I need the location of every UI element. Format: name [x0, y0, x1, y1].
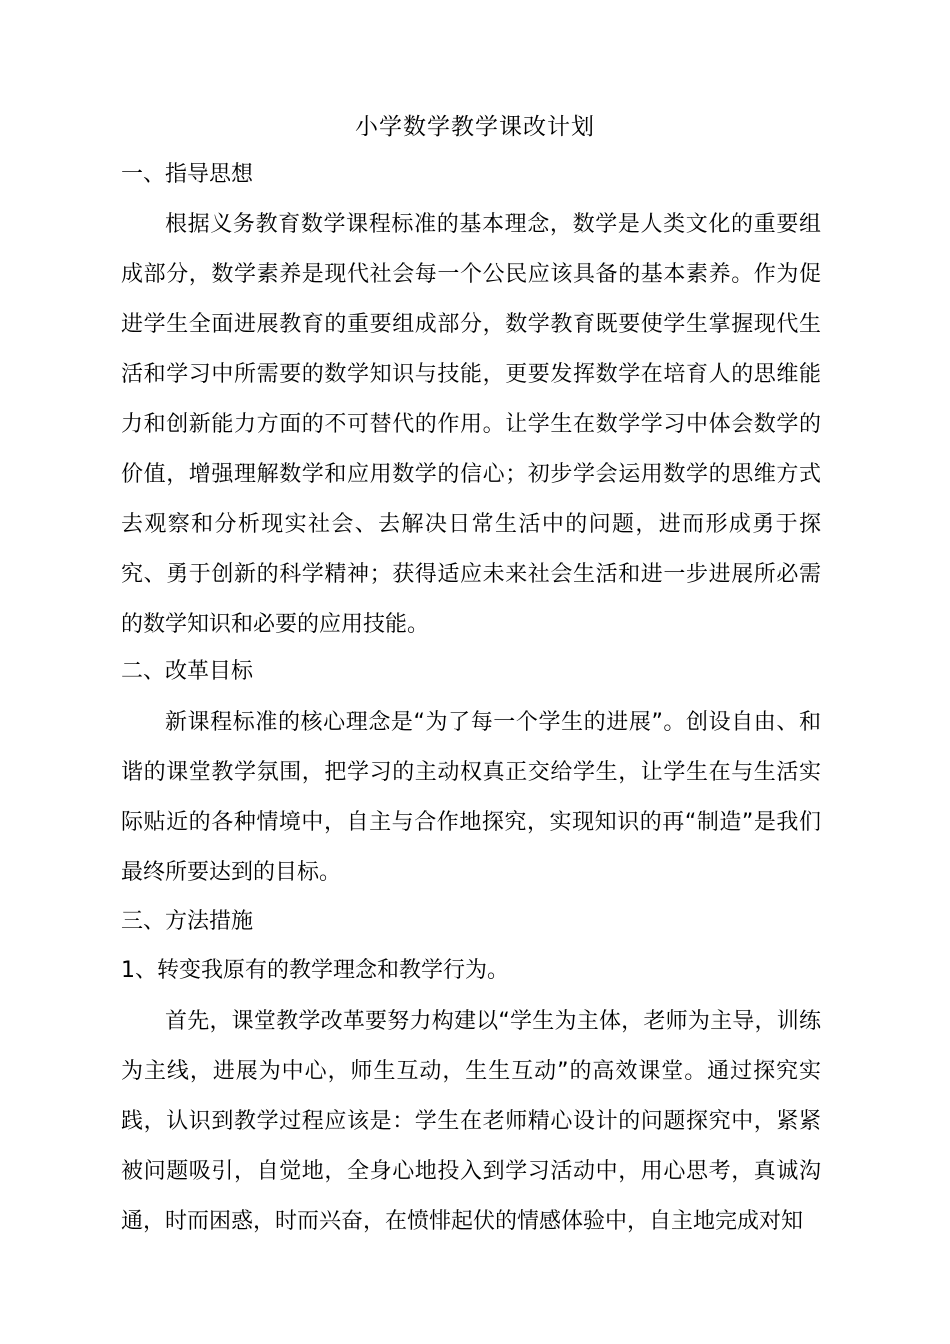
document-title: 小学数学教学课改计划 — [355, 114, 595, 140]
section-paragraph-methods: 首先，课堂教学改革要努力构建以“学生为主体，老师为主导，训练为主线，进展为中心，师生互动，生生互动”的高效课堂。通过探究实践，认识到教学过程应该是：学生在老师精心设计的问题探究中，紧紧被问题吸引，自觉地，全身心地投入到学习活动中，用心思考，真诚沟通，时而困惑，时而兴奋，在愤悱起伏的情感体验中，自主地完成对知 — [121, 1009, 821, 1234]
section-paragraph-reform-goals: 新课程标准的核心理念是“为了每一个学生的进展”。创设自由、和谐的课堂教学氛围，把学习的主动权真正交给学生，让学生在与生活实际贴近的各种情境中，自主与合作地探究，实现知识的再“制造”是我们最终所要达到的目标。 — [121, 710, 821, 885]
section-paragraph-guiding-ideology: 根据义务教育数学课程标准的基本理念，数学是人类文化的重要组成部分，数学素养是现代社会每一个公民应该具备的基本素养。作为促进学生全面进展教育的重要组成部分，数学教育既要使学生掌握现代生活和学习中所需要的数学知识与技能，更要发挥数学在培育人的思维能力和创新能力方面的不可替代的作用。让学生在数学学习中体会数学的价值，增强理解数学和应用数学的信心；初步学会运用数学的思维方式去观察和分析现实社会、去解决日常生活中的问题，进而形成勇于探究、勇于创新的科学精神；获得适应未来社会生活和进一步进展所必需的数学知识和必要的应用技能。 — [121, 212, 821, 637]
section-heading-reform-goals: 二、改革目标 — [121, 659, 254, 684]
section-heading-methods: 三、方法措施 — [121, 909, 254, 934]
section-heading-guiding-ideology: 一、指导思想 — [121, 162, 254, 187]
subsection-heading-transform-concepts: 1、转变我原有的教学理念和教学行为。 — [121, 958, 509, 983]
